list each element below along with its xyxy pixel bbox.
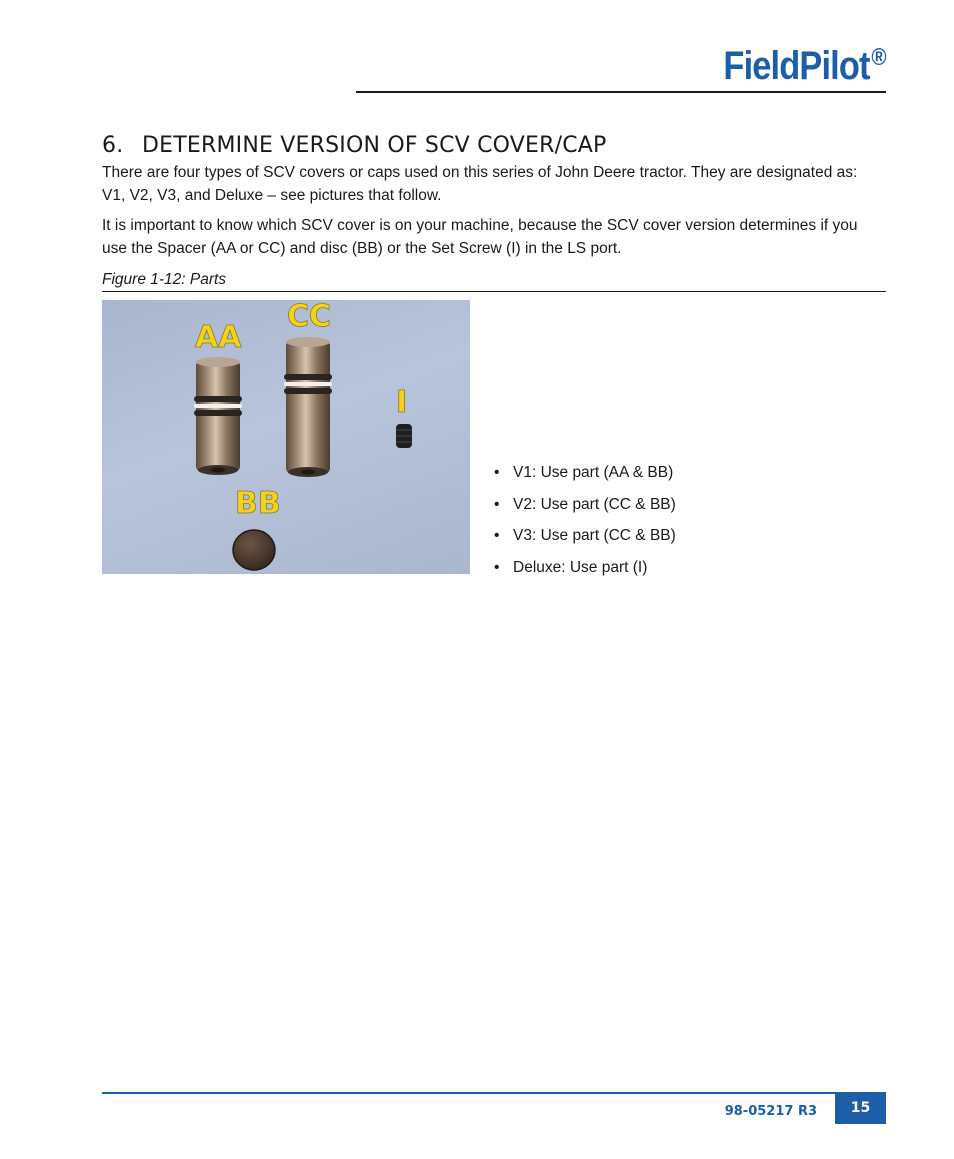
section-heading (102, 133, 607, 158)
parts-photo (102, 300, 470, 574)
bullet-marker: • (494, 527, 500, 544)
figure-caption: Figure 1-12: Parts (102, 271, 227, 288)
page-number: 15 (835, 1093, 886, 1124)
version-list (494, 461, 676, 587)
parts-illustration (102, 300, 470, 574)
fieldpilot-logo (724, 44, 886, 89)
section-number: 6. (102, 133, 124, 158)
document-number: 98-05217 R3 (724, 1104, 817, 1119)
bullet-marker: • (494, 495, 500, 513)
figure-rule (102, 291, 886, 292)
registered-mark: ® (871, 44, 886, 71)
set-screw-i (396, 424, 412, 448)
label-cc: CC (287, 300, 332, 334)
logo-text: FieldPilot (723, 44, 870, 88)
footer-rule (102, 1092, 886, 1094)
bullet-marker: • (494, 558, 500, 576)
disc-bb (233, 530, 275, 570)
list-item-text: V2: Use part (CC & BB) (513, 495, 676, 513)
intro-paragraph: There are four types of SCV covers or caps used on this series of John Deere tractor. They are designated as: V1, V2, V3, and Deluxe – see pictures that follow. (102, 164, 858, 204)
explanation-paragraph: It is important to know which SCV cover is on your machine, because the SCV cover version determines if you use the Spacer (AA or CC) and disc (BB) or the Set Screw (I) in the LS port. (102, 217, 858, 257)
list-item-text: V3: Use part (CC & BB) (513, 527, 676, 544)
label-bb: BB (235, 486, 281, 521)
list-item-text: V1: Use part (AA & BB) (513, 464, 674, 481)
list-item (494, 556, 676, 588)
label-i: I (396, 385, 408, 420)
list-item (494, 493, 676, 525)
spacer-cc (284, 337, 332, 477)
list-item (494, 524, 676, 556)
header-rule (356, 91, 886, 93)
section-title: DETERMINE VERSION OF SCV COVER/CAP (142, 133, 607, 158)
spacer-aa (194, 357, 242, 475)
list-item-text: Deluxe: Use part (I) (513, 558, 648, 576)
label-aa: AA (195, 320, 242, 355)
bullet-marker: • (494, 464, 500, 481)
list-item (494, 461, 676, 493)
